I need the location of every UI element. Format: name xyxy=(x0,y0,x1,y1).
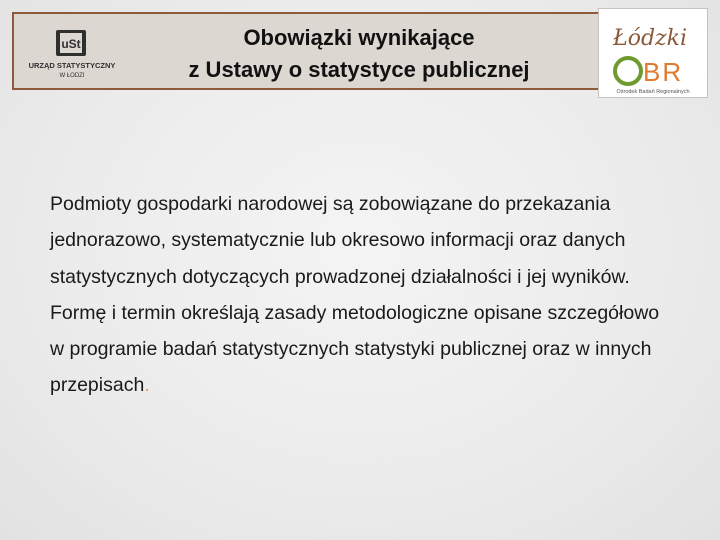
page-title xyxy=(144,22,574,86)
us-emblem-text: uSt xyxy=(61,37,81,51)
obr-logo-top: Łódzki xyxy=(613,26,688,51)
svg-text:BR: BR xyxy=(643,57,684,87)
us-logo-line1: URZĄD STATYSTYCZNY xyxy=(28,61,116,70)
main-paragraph xyxy=(50,186,660,404)
obr-logo-icon xyxy=(599,9,707,97)
us-lodz-logo xyxy=(20,24,124,80)
us-emblem-icon xyxy=(20,24,124,80)
paragraph-text: Podmioty gospodarki narodowej są zobowiązane do przekazania jednorazowo, systematycznie lub okresowo informacji oraz danych statystycznych dotyczących prowadzonej działalności i jej wyników. Formę i termin określają zasady metodologiczne opisane szczegółowo w programie badań statystycznych statystyki publicznej oraz w innych przepisach xyxy=(50,193,660,397)
title-line-1: Obowiązki wynikające xyxy=(243,25,475,50)
obr-logo-subtitle: Ośrodek Badań Regionalnych xyxy=(616,89,690,95)
lodzki-obr-logo xyxy=(598,8,708,98)
title-line-2: z Ustawy o statystyce publicznej xyxy=(188,57,530,82)
paragraph-end-dot: . xyxy=(144,374,150,397)
us-logo-line2: W ŁODZI xyxy=(59,73,85,79)
header-bar xyxy=(12,12,706,95)
